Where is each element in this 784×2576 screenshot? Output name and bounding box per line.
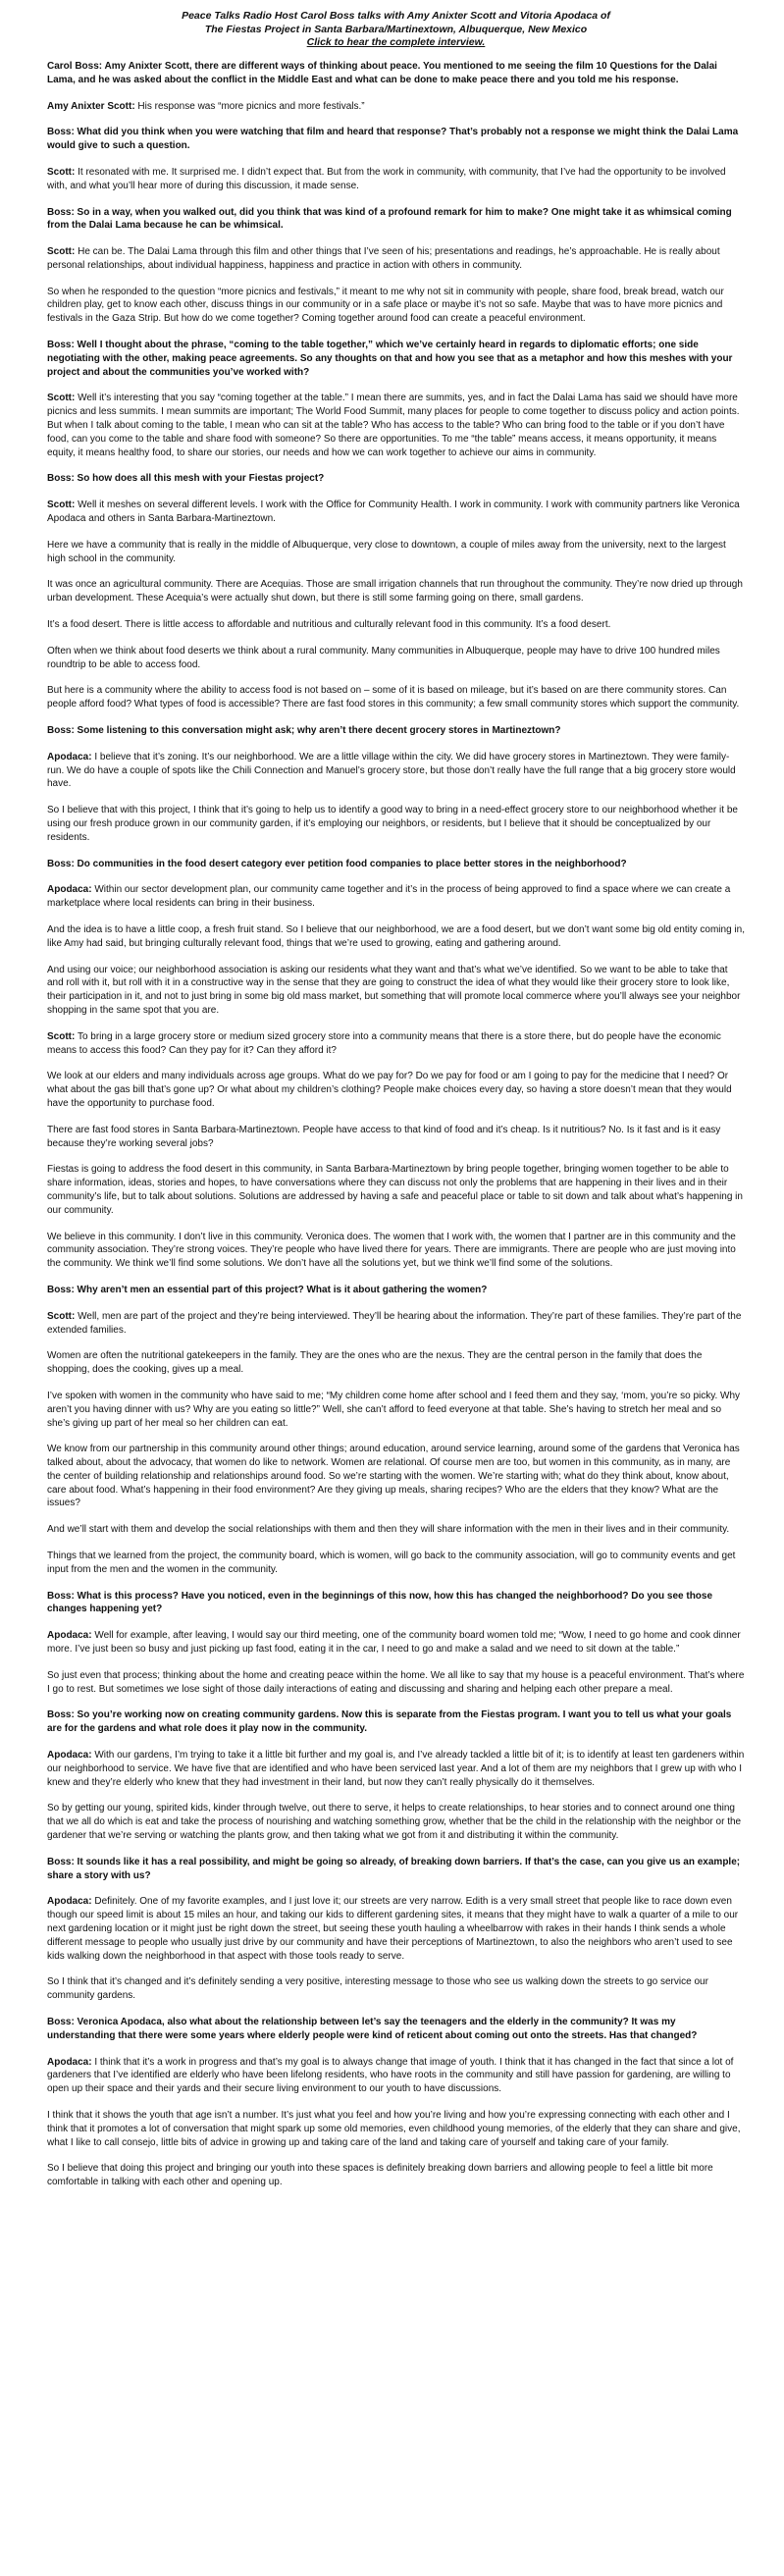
interview-question: Boss: So how does all this mesh with your Fiestas project?	[47, 473, 325, 485]
speaker-name: Amy Anixter Scott:	[47, 100, 135, 112]
answer-text: Well it meshes on several different levels. I work with the Office for Community Health. I work in community. I work with community partners like Veronica Apodaca and others in Santa Barbara-Martineztown.	[47, 499, 740, 525]
answer-text: It resonated with me. It surprised me. I didn’t expect that. But from the work in community, with community, that I’ve had the opportunity to be involved with, and what you’ll hear more of during this discussion, it made sense.	[47, 166, 726, 191]
answer-text: I think that it’s a work in progress and that’s my goal is to always change that image of youth. I think that it has changed in the fact that since a lot of gardeners that I’ve identified are elderly who have been lifelong residents, who have roots in the community and still have passion for gardening, are willing to open up their space and their yards and their secure living environment to our youth to have discussions.	[47, 2056, 734, 2095]
interview-question: Boss: Well I thought about the phrase, “coming to the table together,” which we’ve certainly heard in regards to diplomatic efforts; one side negotiating with the other, making peace agreements. So any thoughts on that and how you see that as a metaphor and how this meshes with your project and about the communities you’ve worked with?	[47, 340, 733, 378]
interview-answer	[47, 1629, 745, 1656]
header-line-1: Peace Talks Radio Host Carol Boss talks with Amy Anixter Scott and Vitoria Apodaca of	[182, 10, 610, 22]
speaker-name: Apodaca:	[47, 751, 92, 762]
answer-text: Definitely. One of my favorite examples, and I just love it; our streets are very narrow. Edith is a very small street that people like to race down even though our speed limit is about 15 miles an hour, and taking our kids to different gardening sites, it means that they might have to walk a quarter of a mile to our next gardening location or it might just be right down the street, but seeing these youth hauling a wheelbarrow with rakes in their hands I think sends a whole different message to people who usually just drive by our community and have their perceptions of Martineztown, to also the neighbors who aren’t used to see kids walking down the neighborhood in that aspect with those tools ready to serve.	[47, 1896, 739, 1962]
interview-question: Boss: Some listening to this conversation might ask; why aren’t there decent grocery stores in Martineztown?	[47, 725, 561, 737]
speaker-name: Apodaca:	[47, 2056, 92, 2068]
answer-text: To bring in a large grocery store or medium sized grocery store into a community means that there is a store there, but do people have the economic means to access this food? Can they pay for it? Can they afford it?	[47, 1030, 721, 1056]
transcript-paragraph: So I believe that doing this project and bringing our youth into these spaces is definitely breaking down barriers and allowing people to feel a little bit more comfortable in talking with each other and opening up.	[47, 2163, 713, 2188]
speaker-name: Apodaca:	[47, 1630, 92, 1642]
interview-question: Boss: So you’re working now on creating community gardens. Now this is separate from the Fiestas program. I want you to tell us what your goals are for the gardens and what role does it play now in the community.	[47, 1709, 732, 1735]
interview-question: Boss: Why aren’t men an essential part of this project? What is it about gathering the women?	[47, 1284, 488, 1295]
speaker-name: Scott:	[47, 166, 76, 178]
transcript-paragraph: I think that it shows the youth that age isn’t a number. It’s just what you feel and how you’re living and how you’re expressing connecting with each other and I think that it promotes a lot of conversation that might spark up some old memories, even childhood young memories, of the elderly that they can share and give, what I like to call consejo, little bits of advice in growing up and taking care of the land and taking care of yourself and taking care of your family.	[47, 2109, 741, 2148]
transcript-paragraph: So I believe that with this project, I think that it’s going to help us to identify a good way to bring in a need-effect grocery store to our neighborhood whether it be using our fresh produce grown in our community garden, if it’s employing our neighbors, or residents, but I believe that it should be conceptualized by our residents.	[47, 805, 738, 843]
interview-answer	[47, 499, 745, 526]
transcript-header	[47, 10, 745, 50]
answer-text: With our gardens, I’m trying to take it a little bit further and my goal is, and I’ve already tackled a little bit of it; is to identify at least ten gardeners within our neighborhood to service. We have five that are identified and who have been serviced last year. And a lot of them are my neighbors that I grew up with who I knew and they’re elderly who knew that they had investment in their land, but now they can’t really physically do it themselves.	[47, 1750, 745, 1788]
transcript-paragraph: It was once an agricultural community. There are Acequias. Those are small irrigation channels that run throughout the community. They’re now dried up through urban development. These Acequia’s were actually shut down, but there is still some farming going on there, small gardens.	[47, 579, 743, 605]
transcript-paragraph: And the idea is to have a little coop, a fresh fruit stand. So I believe that our neighborhood, we are a food desert, but we don’t want some big old entity coming in, like Amy had said, but bringing culturally relevant food, things that we’re used to growing, eating and gathering around.	[47, 923, 745, 949]
transcript-paragraph: And using our voice; our neighborhood association is asking our residents what they want and that’s what we’ve identified. So we want to be able to take that and roll with it, but roll with it in a constructive way in the sense that they are going to construct the idea of what they would like their grocery store to look like, their participation in it, and not to just bring in some big old mass market, but something that will promote local commerce where you’ll always see your neighbor shopping in the same spot that you are.	[47, 964, 741, 1016]
interview-answer	[47, 1030, 745, 1058]
interview-question: Carol Boss: Amy Anixter Scott, there are different ways of thinking about peace. You mentioned to me seeing the film 10 Questions for the Dalai Lama, and he was asked about the conflict in the Middle East and what can be done to make peace there and you told me his response.	[47, 60, 717, 85]
answer-text: Well it’s interesting that you say “coming together at the table.” I mean there are summits, yes, and in fact the Dalai Lama has said we should have more picnics and less summits. I mean summits are important; The World Food Summit, many places for people to come together to discuss policy and action points.	[47, 393, 740, 418]
speaker-name: Apodaca:	[47, 1896, 92, 1908]
interview-answer	[47, 2056, 745, 2096]
interview-question: Boss: So in a way, when you walked out, did you think that was kind of a profound remark for him to make? One might take it as whimsical coming from the Dalai Lama because he can be whimsical.	[47, 206, 732, 232]
speaker-name: Scott:	[47, 1310, 76, 1322]
transcript-paragraph: We look at our elders and many individuals across age groups. What do we pay for? Do we pay for food or am I going to pay for the medicine that I need? Or what about the gas bill that’s gone up? Or what about my children’s clothing? People make choices every day, so having a store doesn’t mean that they would have the opportunity to purchase food.	[47, 1071, 732, 1109]
speaker-name: Apodaca:	[47, 884, 92, 896]
interview-answer	[47, 1310, 745, 1338]
interview-answer	[47, 751, 745, 791]
interview-question: Boss: What is this process? Have you noticed, even in the beginnings of this now, how this has changed the neighborhood? Do you see those changes happening yet?	[47, 1590, 713, 1615]
transcript-paragraph: So I think that it’s changed and it’s definitely sending a very positive, interesting message to those who see us walking down the streets to go service our community gardens.	[47, 1976, 708, 2002]
transcript-paragraph: We know from our partnership in this community around other things; around education, around service learning, around some of the gardens that Veronica has talked about, about the advocacy, that women do like to network. Women are relational. Of course men are too, but women in this community, as in many, are the center of building relationship and relationships around food. So we’re starting with the women. We’re starting with; what do they think about, know about, care about food. What’s happening in their food environment? Are they giving up meals, sharing recipes? Who are the elders that they know? What are the issues?	[47, 1444, 740, 1509]
speaker-name: Scott:	[47, 1030, 76, 1042]
transcript-paragraph: Often when we think about food deserts we think about a rural community. Many communities in Albuquerque, people may have to drive 100 hundred miles roundtrip to be able to access food.	[47, 645, 720, 670]
answer-text: Within our sector development plan, our community came together and it’s in the process of being approved to find a space where we can create a marketplace where local residents can bring in their business.	[47, 884, 731, 910]
transcript-paragraph: Fiestas is going to address the food desert in this community, in Santa Barbara-Martineztown by bring people together, bringing women together to be able to share information, ideas, stories and hopes, to have conversations where they can discuss not only the problems that are happening in their lives and in their community’s life, but to talk about solutions. Solutions are addressed by having a safe and peaceful place or table to sit down and talk about what’s happening in our community.	[47, 1164, 743, 1216]
answer-text: Well, men are part of the project and they’re being interviewed. They’ll be hearing about the information. They’re part of these families. They’re part of the extended families.	[47, 1310, 742, 1336]
transcript-paragraph: We believe in this community. I don’t live in this community. Veronica does. The women that I work with, the women that I partner are in this community and the community association. They’re strong voices. They’re people who have lived there for years. There are immigrants. There are people who are just moving into the community. We think we’ll find some solutions. We don’t have all the solutions yet, but we think we’ll find some of the solutions.	[47, 1231, 736, 1270]
transcript-body	[47, 60, 745, 2189]
hear-interview-link[interactable]: Click to hear the complete interview.	[306, 36, 486, 49]
transcript-paragraph: And we’ll start with them and develop the social relationships with them and then they will share information with the men in their lives and in their community.	[47, 1524, 730, 1536]
answer-text: Well for example, after leaving, I would say our third meeting, one of the community board women told me; “Wow, I need to go home and cook dinner more. I’ve just been so busy and just picking up fast food, eating it in the car, I need to go and make a salad and we need to sit down at the table.”	[47, 1630, 741, 1656]
transcript-paragraph: I’ve spoken with women in the community who have said to me; “My children come home after school and I feed them and they say, ‘mom, you’re so picky. Why aren’t you having dinner with us? Why are you eating so little?” Well, she can’t afford to feed everyone at that table. She’s having to stretch her meal and so she’s giving up part of her meal so her children can eat.	[47, 1390, 741, 1429]
transcript-paragraph: So just even that process; thinking about the home and creating peace within the home. We all like to say that my house is a peaceful environment. That’s where I go to rest. But sometimes we lose sight of those daily interactions of eating and discussing and sharing and helping each other prepare a meal.	[47, 1669, 745, 1695]
transcript-paragraph: So when he responded to the question “more picnics and festivals,” it meant to me why not sit in community with people, share food, break bread, watch our children play, get to know each other, discuss things in our community or in a safe place or maybe it’s not so safe. Maybe that was to have more picnics and festivals in the Gaza Strip. But how do we come together? Coming together around food can create a peaceful environment.	[47, 286, 724, 325]
speaker-name: Scott:	[47, 499, 76, 511]
interview-answer	[47, 100, 745, 114]
speaker-name: Apodaca:	[47, 1750, 92, 1761]
transcript-paragraph: It’s a food desert. There is little access to affordable and nutritious and culturally relevant food in this community. It’s a food desert.	[47, 619, 611, 631]
interview-answer	[47, 883, 745, 911]
transcript-paragraph: There are fast food stores in Santa Barbara-Martineztown. People have access to that kind of food and it’s cheap. Is it nutritious? No. Is it fast and is it easy because they’re working several jobs?	[47, 1124, 721, 1149]
transcript-paragraph: Things that we learned from the project, the community board, which is women, will go back to the community association, will go to community events and get input from the men and the women in the community.	[47, 1551, 736, 1575]
transcript-paragraph: Women are often the nutritional gatekeepers in the family. They are the ones who are the nexus. They are the central person in the family that does the shopping, does the cooking, gives up a meal.	[47, 1350, 703, 1376]
interview-question: Boss: What did you think when you were watching that film and heard that response? That’s probably not a response we might think the Dalai Lama would give to such a question.	[47, 127, 739, 152]
interview-answer	[47, 245, 745, 273]
transcript-paragraph: So by getting our young, spirited kids, kinder through twelve, out there to serve, it helps to create relationships, to hear stories and to connect around one thing that we all do which is eat and take the process of nourishing and watching something grow, whether that be the child in the relationship with the neighbor or the gardener that we’re serving or watching the plants grow, and then taking what we got from it and distributing it within the community.	[47, 1803, 742, 1842]
interview-question: Boss: Veronica Apodaca, also what about the relationship between let’s say the teenagers and the elderly in the community? It was my understanding that there were some years where elderly people were kind of reticent about coming out onto the streets. Has that changed?	[47, 2017, 698, 2041]
interview-answer	[47, 1895, 745, 1963]
header-line-2: The Fiestas Project in Santa Barbara/Martinextown, Albuquerque, New Mexico	[204, 23, 588, 35]
answer-text: I believe that it’s zoning. It’s our neighborhood. We are a little village within the city. We did have grocery stores in Martineztown. They were family-run. We do have a couple of spots like the Chili Connection and Manuel’s grocery store, but those don’t really have the full range that a big grocery store would have.	[47, 751, 736, 790]
transcript-paragraph: Here we have a community that is really in the middle of Albuquerque, very close to downtown, a couple of miles away from the university, next to the largest high school in the community.	[47, 539, 726, 564]
transcript-paragraph: But here is a community where the ability to access food is not based on – some of it is based on mileage, but it’s based on are there community stores. Can people afford food? What types of food is accessible? There are fast food stores in this community; a few small community stores which support the community.	[47, 685, 740, 710]
speaker-name: Scott:	[47, 393, 76, 404]
interview-answer	[47, 1749, 745, 1789]
speaker-name: Scott:	[47, 246, 76, 258]
answer-text: But when I talk about coming to the table, I mean who can sit at the table? Who has access to the table? Who can bring food to the table or if you don’t have food, can you come to the table and share food with someone? So there are opportunities. To me “the table” means access, it means opportunity, it means equity, it means healthy food, to share our stories, our needs and how we can work together to achieve our aims in community.	[47, 420, 725, 458]
answer-text: His response was “more picnics and more festivals.”	[134, 100, 365, 112]
interview-question: Boss: Do communities in the food desert category ever petition food companies to place better stores in the neighborhood?	[47, 858, 627, 869]
interview-answer	[47, 392, 745, 459]
interview-answer	[47, 166, 745, 193]
interview-question: Boss: It sounds like it has a real possibility, and might be going so already, of breaking down barriers. If that’s the case, can you give us an example; share a story with us?	[47, 1856, 741, 1881]
answer-text: He can be. The Dalai Lama through this film and other things that I’ve seen of his; presentations and readings, he’s approachable. He is really about personal relationships, about individual happiness, happiness and practice in action with others in community.	[47, 246, 720, 271]
